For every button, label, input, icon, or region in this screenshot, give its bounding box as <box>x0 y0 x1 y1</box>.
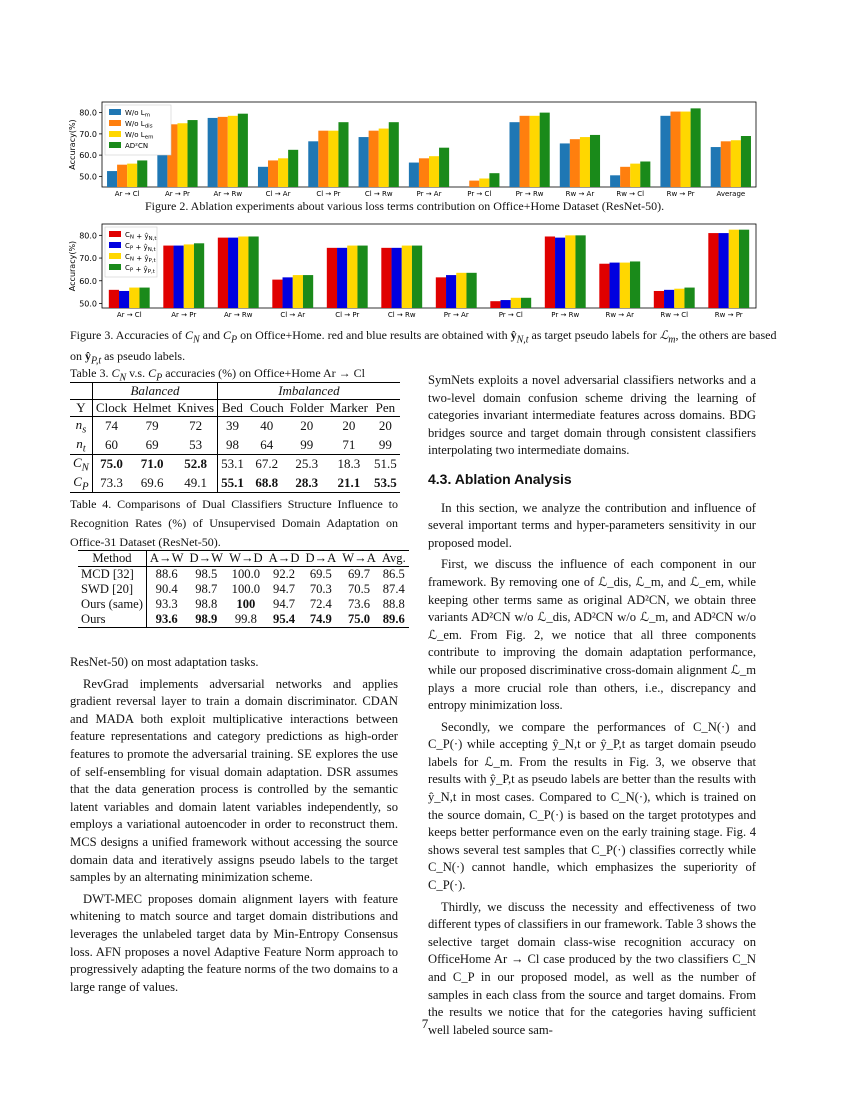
bar <box>620 167 630 187</box>
table-4-header-cell: Method <box>78 551 146 567</box>
figure-2-caption: Figure 2. Ablation experiments about various loss terms contribution on Office+Home Dataset (ResNet-50). <box>145 199 665 213</box>
x-tick-label: Ar → Pr <box>171 311 197 319</box>
table-cell: $n_s$ <box>70 417 92 436</box>
table-row <box>78 582 409 597</box>
bar <box>545 236 555 308</box>
bar <box>429 156 439 187</box>
table-cell: 93.6 <box>155 612 178 626</box>
legend-entry: W/o $L_{em}$ <box>125 131 154 141</box>
bar <box>654 291 664 308</box>
table-4 <box>78 550 409 628</box>
bar <box>565 235 575 308</box>
bar <box>218 117 228 187</box>
legend <box>105 105 171 155</box>
bar <box>610 263 620 308</box>
bar <box>194 243 204 308</box>
legend-entry: AD²CN <box>125 142 149 150</box>
bar <box>739 230 749 308</box>
legend <box>105 227 157 277</box>
table-cell: 70.3 <box>309 582 332 596</box>
x-tick-label: Cl → Rw <box>387 311 416 319</box>
table-4-header-cell: A→W <box>149 551 184 565</box>
bar <box>238 114 248 187</box>
y-tick-label: 50.0 <box>79 299 97 309</box>
bar <box>570 139 580 187</box>
table-cell: 100.0 <box>231 567 261 581</box>
table-cell: 100.0 <box>231 582 261 596</box>
bar <box>268 160 278 187</box>
table-row <box>70 455 400 474</box>
bar <box>127 164 137 187</box>
bar <box>719 233 729 308</box>
bar <box>117 165 127 187</box>
bar <box>439 148 449 187</box>
table-cell: 20 <box>300 418 314 434</box>
bar <box>288 150 298 187</box>
x-tick-label: Average <box>716 190 746 198</box>
bar <box>188 120 198 187</box>
x-tick-label: Pr → Rw <box>515 190 544 198</box>
table-4-header-cell: Avg. <box>381 551 406 565</box>
legend-entry: W/o $L_{dis}$ <box>125 120 153 130</box>
bar <box>357 246 367 308</box>
table-cell: 90.4 <box>155 582 178 596</box>
table-cell: 64 <box>260 436 274 452</box>
bar <box>521 298 531 308</box>
table-4-header-cell: W→A <box>342 551 376 565</box>
figure-2-bar-chart <box>70 100 770 202</box>
y-tick-label: 50.0 <box>79 172 97 182</box>
bar <box>328 131 338 187</box>
x-tick-label: Ar → Cl <box>114 190 140 198</box>
x-tick-label: Rw → Cl <box>660 311 689 319</box>
table-cell: 28.3 <box>295 475 319 491</box>
right-column-text <box>428 372 756 1043</box>
bar <box>137 160 147 187</box>
bar <box>409 163 419 187</box>
table-cell: 40 <box>260 418 274 434</box>
bar <box>501 300 511 308</box>
bar <box>711 147 721 187</box>
table-cell: 60 <box>104 436 118 452</box>
bar <box>479 179 489 188</box>
table-cell: 69.6 <box>140 475 164 491</box>
bar <box>278 158 288 187</box>
bar <box>208 118 218 187</box>
bar <box>283 277 293 308</box>
table-row <box>78 567 409 583</box>
y-tick-label: 70.0 <box>79 129 97 139</box>
paragraph: ResNet-50) on most adaptation tasks. <box>70 655 259 669</box>
legend-entry: $C_N$ + $ŷ_{N,t}$ <box>125 231 157 242</box>
paragraph: Secondly, we compare the performances of C_N(·) and C_P(·) while accepting ŷ_N,t or ŷ_P,t as target domain pseudo labels for ℒ_m. From the results in Fig. 3, we observe that results with ŷ_P,t as pseudo labels are better than the results with ŷ_N,t in most cases. Compared to C_N(·), which is trained on the source domain, C_P(·) is based on the target prototypes and keeps better performance even on the early training stage. Fig. 4 shows several test samples that C_P(·) classifies correctly while C_N(·) cannot handle, which emphasizes the superiority of C_P(·). <box>428 719 756 893</box>
bar <box>238 236 248 308</box>
table-cell: 49.1 <box>174 474 217 493</box>
table-cell: 95.4 <box>273 612 296 626</box>
table-cell: 99.8 <box>234 612 257 626</box>
bar <box>490 301 500 308</box>
y-tick-label: 80.0 <box>79 108 97 118</box>
bar <box>670 112 680 187</box>
table-cell: 99 <box>300 436 314 452</box>
legend-swatch <box>109 231 121 237</box>
table-cell: Ours <box>78 612 146 628</box>
x-tick-label: Rw → Ar <box>605 311 635 319</box>
table-cell: $C_N$ <box>70 455 92 474</box>
bar <box>139 288 149 308</box>
table-cell: 87.4 <box>382 582 405 596</box>
table-row <box>70 417 400 436</box>
bar <box>109 290 119 308</box>
bar <box>530 116 540 187</box>
x-tick-label: Rw → Cl <box>616 190 645 198</box>
legend-swatch <box>109 253 121 259</box>
paragraph: Thirdly, we discuss the necessity and effectiveness of two different types of classifiers in our framework. Table 3 shows the selective target domain class-wise recognition accuracy on OfficeHome Ar → Cl case produced by the two classifiers C_N and C_P in our proposed model, as well as the number of samples in each class from the source and target domains. From the results we notice that for the categories having sufficient well labeled source sam- <box>428 899 756 1037</box>
table-cell: 98.7 <box>195 582 218 596</box>
x-tick-label: Rw → Ar <box>565 190 595 198</box>
table-3-header-cell: Couch <box>249 400 284 415</box>
table-cell: 94.7 <box>273 597 296 611</box>
table-cell: 53 <box>174 436 217 455</box>
bar <box>731 140 741 187</box>
legend-swatch <box>109 242 121 248</box>
bar <box>620 263 630 308</box>
table-cell: 98.5 <box>195 567 218 581</box>
bar <box>691 108 701 187</box>
bar <box>129 288 139 308</box>
legend-entry: $C_P$ + $ŷ_{N,t}$ <box>125 242 156 253</box>
y-tick-label: 80.0 <box>79 231 97 241</box>
x-tick-label: Ar → Pr <box>164 190 190 198</box>
table-row <box>70 474 400 493</box>
table-3-caption: Table 3. $C_N$ v.s. $C_P$ accuracies (%) on Office+Home Ar → Cl <box>70 366 365 384</box>
bar <box>174 246 184 308</box>
bar <box>436 277 446 308</box>
bar <box>721 141 731 187</box>
table-cell: 70.5 <box>348 582 371 596</box>
figure-3-bar-chart <box>70 222 770 322</box>
bar <box>708 233 718 308</box>
bar <box>540 113 550 187</box>
bar <box>509 122 519 187</box>
bar <box>741 136 751 187</box>
table-4-header-cell: D→A <box>305 551 337 565</box>
x-tick-label: Pr → Rw <box>551 311 580 319</box>
table-3-group-imbalanced: Imbalanced <box>278 383 340 398</box>
table-3-header-cell: Marker <box>329 400 368 415</box>
bar <box>163 246 173 308</box>
bar <box>392 248 402 308</box>
table-cell: 25.3 <box>295 456 319 472</box>
left-column-text <box>70 654 398 1000</box>
bar <box>248 236 258 308</box>
table-cell: 71 <box>342 436 356 452</box>
bar <box>338 122 348 187</box>
bar <box>456 273 466 308</box>
bar <box>412 246 422 308</box>
table-cell: 75.0 <box>348 612 371 626</box>
table-cell: 79 <box>145 418 159 434</box>
bar <box>489 173 499 187</box>
bar <box>402 246 412 308</box>
table-cell: 55.1 <box>221 475 244 491</box>
table-cell: $C_P$ <box>70 474 92 493</box>
table-cell: 93.3 <box>155 597 178 611</box>
table-cell: 73.3 <box>100 475 123 491</box>
table-cell: 18.3 <box>337 456 361 472</box>
table-row <box>70 436 400 455</box>
bar <box>729 230 739 308</box>
x-tick-label: Cl → Pr <box>335 311 360 319</box>
table-3 <box>70 382 400 493</box>
bar <box>119 291 129 308</box>
x-tick-label: Ar → Rw <box>213 190 243 198</box>
x-tick-label: Pr → Ar <box>443 311 469 319</box>
table-4-header-cell: D→W <box>189 551 224 565</box>
table-3-header-cell: Knives <box>174 400 217 417</box>
bar <box>337 248 347 308</box>
table-cell: SWD [20] <box>78 582 146 597</box>
x-tick-label: Cl → Pr <box>316 190 341 198</box>
bar <box>681 112 691 187</box>
x-tick-label: Pr → Cl <box>498 311 523 319</box>
table-cell: 99 <box>378 436 392 452</box>
bar <box>555 238 565 308</box>
table-cell: 100 <box>236 597 256 611</box>
table-cell: 39 <box>225 418 239 434</box>
bar <box>660 116 670 187</box>
figure-3-caption: Figure 3. Accuracies of $C_N$ and $C_P$ on Office+Home. red and blue results are obtained with $ŷ_{N,t}$ as target pseudo labels for ℒ$_m$, the others are based on $ŷ_{P,t}$ as pseudo labels. <box>70 328 777 367</box>
bar <box>303 275 313 308</box>
table-cell: 53.5 <box>374 475 397 491</box>
table-cell: 21.1 <box>337 475 361 491</box>
table-cell: 69 <box>145 436 159 452</box>
bar <box>610 175 620 187</box>
table-cell: 92.2 <box>273 567 296 581</box>
x-tick-label: Cl → Ar <box>265 190 291 198</box>
bar <box>630 164 640 187</box>
table-cell: 98.9 <box>195 612 218 626</box>
table-3-group-balanced: Balanced <box>130 383 180 398</box>
bar <box>630 261 640 308</box>
bar <box>511 298 521 308</box>
bar <box>419 158 429 187</box>
table-cell: 98.8 <box>195 597 218 611</box>
bar <box>580 137 590 187</box>
table-3-header-cell: Folder <box>289 400 324 415</box>
y-tick-label: 60.0 <box>79 151 97 161</box>
bar <box>381 248 391 308</box>
x-tick-label: Rw → Pr <box>666 190 695 198</box>
table-cell: 20 <box>342 418 356 434</box>
table-cell: 98 <box>225 436 239 452</box>
table-cell: 68.8 <box>255 475 279 491</box>
table-cell: 51.5 <box>374 456 397 472</box>
bar <box>389 122 399 187</box>
y-tick-label: 70.0 <box>79 254 97 264</box>
table-4-header-cell: A→D <box>268 551 300 565</box>
table-row <box>78 597 409 612</box>
bar <box>318 131 328 187</box>
x-tick-label: Rw → Pr <box>714 311 743 319</box>
table-cell: 74.9 <box>309 612 332 626</box>
table-cell: 71.0 <box>140 456 164 472</box>
legend-swatch <box>109 120 121 126</box>
table-cell: Ours (same) <box>78 597 146 612</box>
table-cell: 88.8 <box>382 597 405 611</box>
table-cell: 73.6 <box>348 597 371 611</box>
table-cell: 20 <box>378 418 392 434</box>
x-tick-label: Ar → Rw <box>223 311 253 319</box>
legend-swatch <box>109 109 121 115</box>
bar <box>599 264 609 308</box>
bar <box>359 137 369 187</box>
x-tick-label: Ar → Cl <box>116 311 142 319</box>
table-cell: 74 <box>104 418 118 434</box>
bar <box>228 238 238 308</box>
bar <box>369 131 379 187</box>
table-3-header-cell: Bed <box>221 400 243 415</box>
table-cell: 52.8 <box>174 455 217 474</box>
table-cell: 69.7 <box>348 567 371 581</box>
table-cell: 89.6 <box>382 612 405 626</box>
bar <box>560 143 570 187</box>
table-cell: MCD [32] <box>78 567 146 583</box>
paragraph: First, we discuss the influence of each component in our framework. By removing one of ℒ_dis, ℒ_m, and ℒ_em, while keeping other terms same as original AD²CN, we obtain three variants AD²CN w/o ℒ_dis, AD²CN w/o ℒ_m, and AD²CN w/o ℒ_em. From Fig. 2, we notice that all three components contribute to improving the domain adaptation performance, while our proposed discriminative cross-domain alignment ℒ_m plays a more crucial role than others, i.e., discrepancy and entropy minimization loss. <box>428 557 756 713</box>
bar <box>664 290 674 308</box>
bar <box>674 289 684 308</box>
y-axis-label: Accuracy(%) <box>68 240 77 292</box>
x-tick-label: Cl → Rw <box>364 190 393 198</box>
bar <box>590 135 600 187</box>
bar <box>347 246 357 308</box>
section-heading: 4.3. Ablation Analysis <box>428 470 572 487</box>
table-cell: $n_t$ <box>70 436 92 455</box>
y-axis-label: Accuracy(%) <box>68 119 77 170</box>
bar <box>469 181 479 187</box>
bar <box>228 116 238 187</box>
legend-swatch <box>109 142 121 148</box>
legend-swatch <box>109 131 121 137</box>
x-tick-label: Pr → Cl <box>467 190 492 198</box>
table-cell: 75.0 <box>100 456 123 472</box>
bar <box>575 235 585 308</box>
legend-entry: W/o $L_m$ <box>125 109 151 119</box>
legend-entry: $C_N$ + $ŷ_{P,t}$ <box>125 253 156 264</box>
bar <box>184 244 194 308</box>
bar <box>520 116 530 187</box>
bar <box>327 248 337 308</box>
bar <box>272 280 282 308</box>
x-tick-label: Cl → Ar <box>280 311 306 319</box>
page-number: 7 <box>421 1016 429 1031</box>
bar <box>640 162 650 188</box>
bar <box>308 141 318 187</box>
table-cell: 94.7 <box>273 582 296 596</box>
paragraph: SymNets exploits a novel adversarial classifiers networks and a two-level domain confusion scheme driving the learning of categories invariant intermediate features across domains. BDG bridges source and target domain through consistent classifiers interpolating two intermediate domains. <box>428 373 756 458</box>
x-tick-label: Pr → Ar <box>416 190 442 198</box>
table-cell: 86.5 <box>382 567 405 581</box>
table-row <box>78 612 409 628</box>
bar <box>466 273 476 308</box>
bar <box>218 238 228 308</box>
table-cell: 72.4 <box>309 597 332 611</box>
bar <box>107 171 117 187</box>
bar <box>293 275 303 308</box>
paragraph: In this section, we analyze the contribution and influence of several important terms and hyper-parameters sensitivity in our proposed model. <box>428 500 756 550</box>
table-cell: 88.6 <box>155 567 178 581</box>
bar <box>258 167 268 187</box>
table-3-header-cell: Y <box>70 400 92 417</box>
bar <box>379 129 389 187</box>
table-cell: 67.2 <box>255 456 279 472</box>
table-cell: 72 <box>174 417 217 436</box>
paragraph: DWT-MEC proposes domain alignment layers with feature whitening to match source and target domain distributions and leverages the unlabeled target data by Min-Entropy Consensus loss. AFN proposes a novel Adaptive Feature Norm approach to progressively adapting the feature norms of the two domains to a large range of values. <box>70 891 398 994</box>
table-3-header-cell: Pen <box>375 400 396 415</box>
bar <box>684 288 694 308</box>
table-cell: 53.1 <box>221 456 244 472</box>
legend-entry: $C_P$ + $ŷ_{P,t}$ <box>125 264 155 275</box>
bar <box>446 275 456 308</box>
table-3-header-cell: Clock <box>95 400 127 415</box>
bar <box>177 123 187 187</box>
table-4-header-cell: W→D <box>229 551 263 565</box>
y-tick-label: 60.0 <box>79 276 97 286</box>
legend-swatch <box>109 264 121 270</box>
table-3-header-cell: Helmet <box>132 400 172 415</box>
paragraph: RevGrad implements adversarial networks and applies gradient reversal layer to train a domain discriminator. CDAN and MADA both exploit multiplicative interactions between feature representations and category predictions as high-order features to promote the adversarial training. SE explores the use of self-ensembling for visual domain adaptation. DSR assumes that the data generation process is controlled by the semantic latent variables and domain latent variables independently, so employs a variational autoencoder in order to reconstruct them. MCS designs a unified framework without accessing the source domain data and iteratively assigns pseudo labels to the target samples by an alternating minimization scheme. <box>70 676 398 885</box>
table-4-caption: Table 4. Comparisons of Dual Classifiers Structure Influence to Recognition Rates (%) of Unsupervised Domain Adaptation on Office-31 Dataset (ResNet-50). <box>70 497 398 549</box>
table-cell: 69.5 <box>309 567 332 581</box>
